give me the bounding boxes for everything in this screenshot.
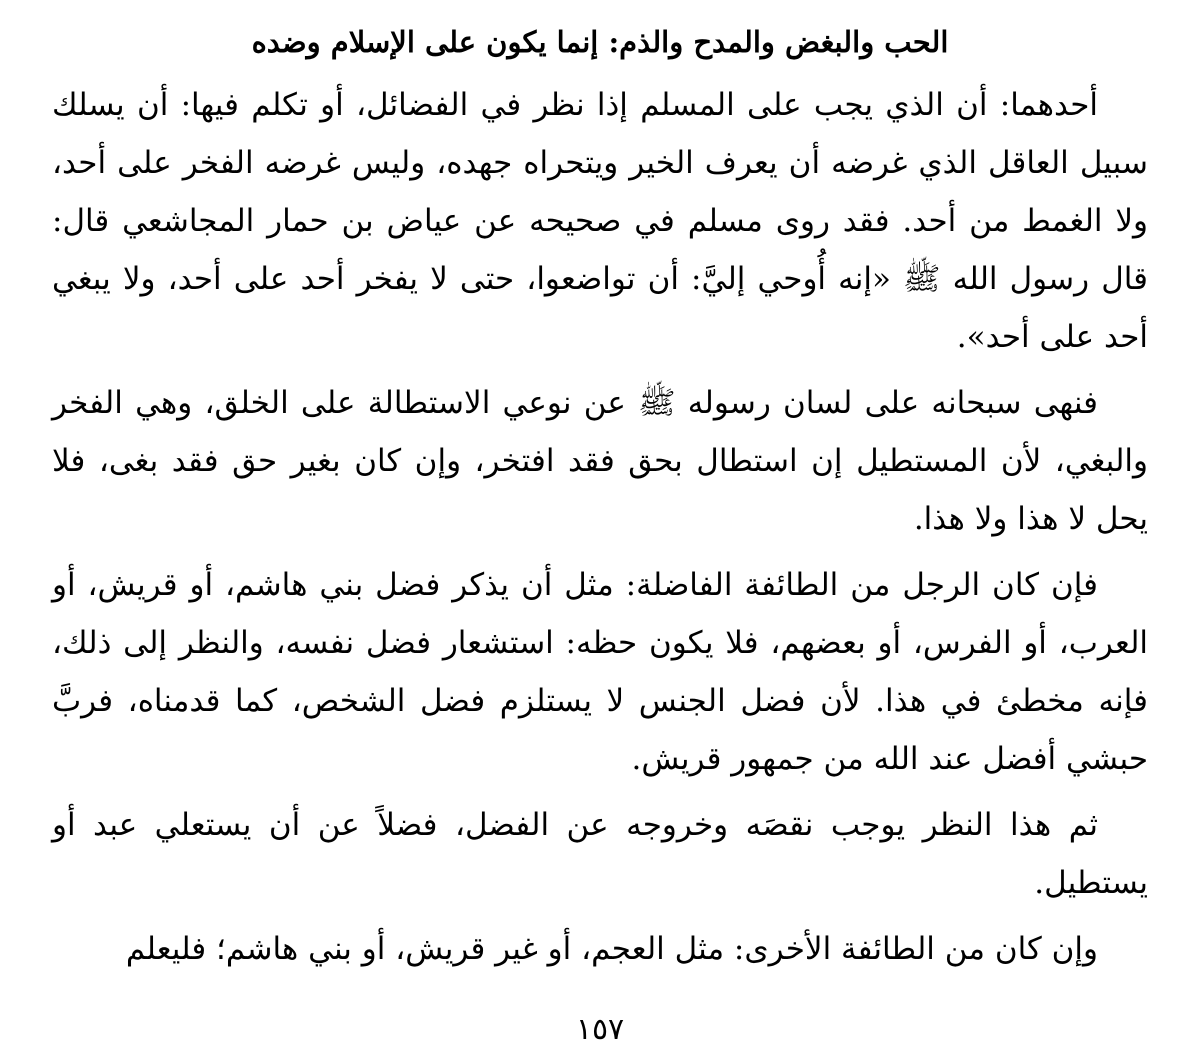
paragraph-2: فنهى سبحانه على لسان رسوله ﷺ عن نوعي الاستطالة على الخلق، وهي الفخر والبغي، لأن المستطيل إن استطال بحق فقد افتخر، وإن كان بغير حق فقد بغى، فلا يحل لا هذا ولا هذا. bbox=[52, 385, 1148, 537]
page-number: ١٥٧ bbox=[575, 1012, 625, 1047]
page-title: الحب والبغض والمدح والذم: إنما يكون على الإسلام وضده bbox=[251, 25, 949, 59]
paragraph-1: أحدهما: أن الذي يجب على المسلم إذا نظر في الفضائل، أو تكلم فيها: أن يسلك سبيل العاقل الذي غرضه أن يعرف الخير ويتحراه جهده، وليس غرضه الفخر على أحد، ولا الغمط من أحد. فقد روى مسلم في صحيحه عن عياض بن حمار المجاشعي قال: قال رسول الله ﷺ «إنه أُوحي إليَّ: أن تواضعوا، حتى لا يفخر أحد على أحد، ولا يبغي أحد على أحد». bbox=[52, 87, 1148, 355]
paragraph-4: ثم هذا النظر يوجب نقصَه وخروجه عن الفضل، فضلاً عن أن يستعلي عبد أو يستطيل. bbox=[52, 807, 1148, 901]
paragraph-5: وإن كان من الطائفة الأخرى: مثل العجم، أو غير قريش، أو بني هاشم؛ فليعلم bbox=[125, 931, 1098, 967]
paragraph-3: فإن كان الرجل من الطائفة الفاضلة: مثل أن يذكر فضل بني هاشم، أو قريش، أو العرب، أو الفرس، أو بعضهم، فلا يكون حظه: استشعار فضل نفسه، والنظر إلى ذلك، فإنه مخطئ في هذا. لأن فضل الجنس لا يستلزم فضل الشخص، كما قدمناه، فربَّ حبشي أفضل عند الله من جمهور قريش. bbox=[52, 567, 1148, 777]
